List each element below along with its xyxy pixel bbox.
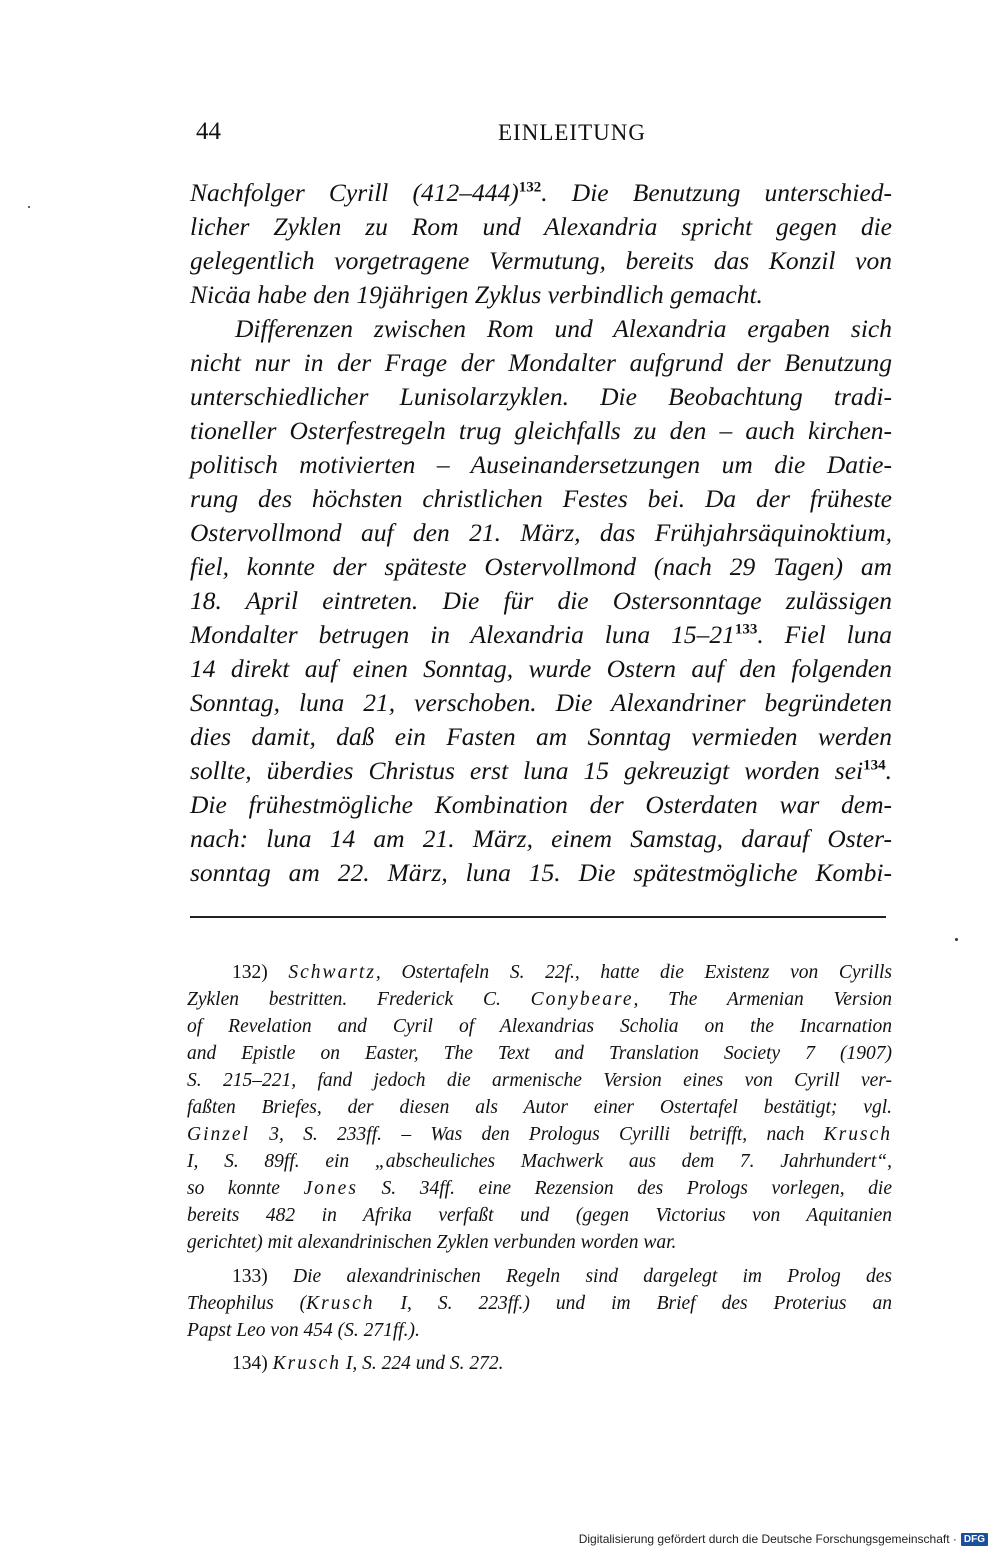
text-segment: I, S. 223ff.) und im Brief des Proterius an [374, 1293, 892, 1314]
footnote-132 [232, 960, 892, 986]
text-line [190, 618, 892, 652]
author-name: Conybeare [530, 989, 634, 1010]
text-line: Nicäa habe den 19jährigen Zyklus verbindlich gemacht. [190, 280, 763, 309]
footnote-133 [232, 1264, 892, 1290]
text-segment: , Ostertafeln S. 22f., hatte die Existenz von Cyrills [375, 962, 893, 983]
footnote-line [187, 1122, 892, 1148]
text-line: 14 direkt auf einen Sonntag, wurde Ostern auf den folgenden [190, 654, 892, 683]
text-line: nicht nur in der Frage der Mondalter aufgrund der Benutzung [190, 348, 892, 377]
author-name: Jones [303, 1178, 358, 1199]
text-line: dies damit, daß ein Fasten am Sonntag vermieden werden [190, 722, 892, 751]
footnote-line: of Revelation and Cyril of Alexandrias Scholia on the Incarnation [187, 1016, 892, 1037]
text-segment: Mondalter betrugen in Alexandria luna 15–21 [190, 620, 735, 649]
author-name: Schwartz [288, 962, 376, 983]
footnote-line: and Epistle on Easter, The Text and Translation Society 7 (1907) [187, 1043, 892, 1064]
text-line: politisch motivierten – Auseinandersetzungen um die Datie- [190, 450, 892, 479]
footnote-line: Papst Leo von 454 (S. 271ff.). [187, 1320, 420, 1341]
text-line: sonntag am 22. März, luna 15. Die spätestmögliche Kombi- [190, 858, 892, 887]
funding-text: Digitalisierung gefördert durch die Deutsche Forschungsgemeinschaft · [578, 1532, 957, 1546]
author-name: Krusch [306, 1293, 375, 1314]
footnote-line: S. 215–221, fand jedoch die armenische Version eines von Cyrill ver- [187, 1070, 892, 1091]
footnote-divider [190, 916, 886, 918]
text-segment: . Die Benutzung unterschied- [541, 178, 892, 207]
text-segment: . [885, 756, 892, 785]
text-line: nach: luna 14 am 21. März, einem Samstag, darauf Oster- [190, 824, 892, 853]
text-line: rung des höchsten christlichen Festes bei. Da der früheste [190, 484, 892, 513]
text-segment: I, S. 224 und S. 272. [340, 1353, 504, 1374]
footnote-number: 134) [232, 1353, 268, 1374]
footnote-number: 133) [232, 1266, 268, 1287]
footnote-ref-132[interactable]: 132 [518, 179, 542, 196]
footnote-line: gerichtet) mit alexandrinischen Zyklen verbunden worden war. [187, 1232, 677, 1253]
text-segment: so konnte [187, 1178, 304, 1199]
text-segment: Theophilus ( [187, 1293, 307, 1314]
text-segment: . Fiel luna [757, 620, 893, 649]
footnote-ref-133[interactable]: 133 [734, 621, 758, 638]
text-segment: Nachfolger Cyrill (412–444) [190, 178, 519, 207]
scan-speck [955, 938, 958, 941]
footnote-134 [232, 1351, 892, 1377]
text-line: Differenzen zwischen Rom und Alexandria ergaben sich [235, 314, 892, 343]
author-name: Krusch [272, 1353, 341, 1374]
footnote-line [187, 1176, 892, 1202]
footnote-line: I, S. 89ff. ein „abscheuliches Machwerk aus dem 7. Jahrhundert“, [187, 1151, 892, 1172]
text-segment: 3, S. 233ff. – Was den Prologus Cyrilli betrifft, nach [249, 1124, 824, 1145]
text-line: 18. April eintreten. Die für die Ostersonntage zulässigen [190, 586, 892, 615]
funding-banner [579, 1532, 988, 1546]
footnote-line [187, 1291, 892, 1317]
page-number: 44 [196, 118, 221, 145]
text-line: Ostervollmond auf den 21. März, das Frühjahrsäquinoktium, [190, 518, 892, 547]
author-name: Ginzel [187, 1124, 250, 1145]
author-name: Krusch [823, 1124, 892, 1145]
text-segment: S. 34ff. eine Rezension des Prologs vorlegen, die [357, 1178, 892, 1199]
text-line: unterschiedlicher Lunisolarzyklen. Die Beobachtung tradi- [190, 382, 892, 411]
text-segment: , The Armenian Version [633, 989, 893, 1010]
text-line [190, 176, 892, 210]
running-title: EINLEITUNG [498, 120, 646, 145]
text-line: licher Zyklen zu Rom und Alexandria spricht gegen die [190, 212, 892, 241]
footnote-ref-134[interactable]: 134 [863, 757, 886, 774]
text-line: tioneller Osterfestregeln trug gleichfalls zu den – auch kirchen- [190, 416, 892, 445]
text-line [190, 754, 892, 788]
footnote-line: bereits 482 in Afrika verfaßt und (gegen Victorius von Aquitanien [187, 1205, 892, 1226]
text-line: Die frühestmögliche Kombination der Osterdaten war dem- [190, 790, 892, 819]
footnote-line: faßten Briefes, der diesen als Autor einer Ostertafel bestätigt; vgl. [187, 1097, 892, 1118]
dfg-logo: DFG [961, 1533, 988, 1546]
text-segment: Zyklen bestritten. Frederick C. [187, 989, 531, 1010]
text-line: gelegentlich vorgetragene Vermutung, bereits das Konzil von [190, 246, 892, 275]
footnote-line [187, 987, 892, 1013]
text-segment: Die alexandrinischen Regeln sind dargelegt im Prolog des [293, 1266, 892, 1287]
footnote-number: 132) [232, 962, 268, 983]
text-line: Sonntag, luna 21, verschoben. Die Alexandriner begründeten [190, 688, 892, 717]
text-line: fiel, konnte der späteste Ostervollmond (nach 29 Tagen) am [190, 552, 892, 581]
text-segment: sollte, überdies Christus erst luna 15 gekreuzigt worden sei [190, 756, 864, 785]
scan-speck [28, 206, 30, 208]
